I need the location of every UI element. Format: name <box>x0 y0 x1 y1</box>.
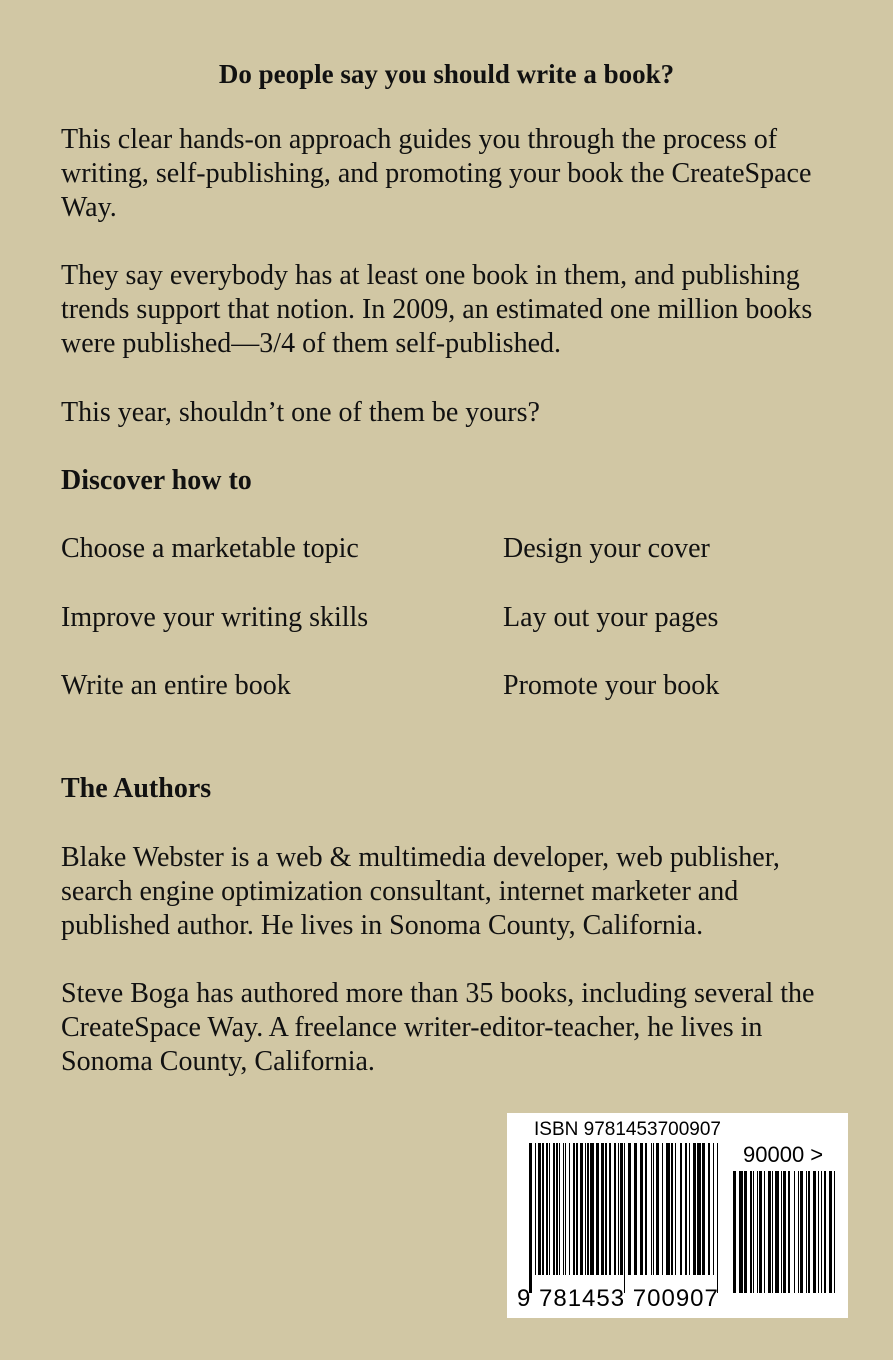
discover-item: Choose a marketable topic <box>61 533 359 564</box>
cover-headline: Do people say you should write a book? <box>218 59 675 89</box>
isbn-label: ISBN 9781453700907 <box>534 1119 721 1140</box>
price-code: 90000 > <box>743 1142 824 1167</box>
intro-paragraph: This clear hands-on approach guides you through the process of writing, self-publishing, and promoting your book the CreateSpace Way. <box>61 124 812 223</box>
discover-heading: Discover how to <box>61 465 252 496</box>
discover-item: Promote your book <box>503 670 720 701</box>
author-bio-steve-boga: Steve Boga has authored more than 35 books, including several the CreateSpace Way. A freelance writer-editor-teacher, he lives in Sonoma County, California. <box>61 978 815 1077</box>
author-bio-blake-webster: Blake Webster is a web & multimedia developer, web publisher, search engine optimization consultant, internet marketer and published author. He lives in Sonoma County, California. <box>61 842 780 941</box>
discover-item: Improve your writing skills <box>61 602 369 633</box>
isbn-barcode <box>507 1113 848 1318</box>
discover-item: Design your cover <box>503 533 710 564</box>
question-paragraph: This year, shouldn’t one of them be yours? <box>61 397 540 428</box>
authors-heading: The Authors <box>61 773 212 804</box>
discover-item: Lay out your pages <box>503 602 719 633</box>
discover-item: Write an entire book <box>61 670 291 701</box>
barcode-bars-icon <box>529 1143 721 1293</box>
stats-paragraph: They say everybody has at least one book in them, and publishing trends support that notion. In 2009, an estimated one million books were published—3/4 of them self-published. <box>61 260 813 359</box>
isbn-digits: 9 781453 700907 <box>517 1285 719 1312</box>
barcode-addon-bars-icon <box>733 1171 835 1293</box>
